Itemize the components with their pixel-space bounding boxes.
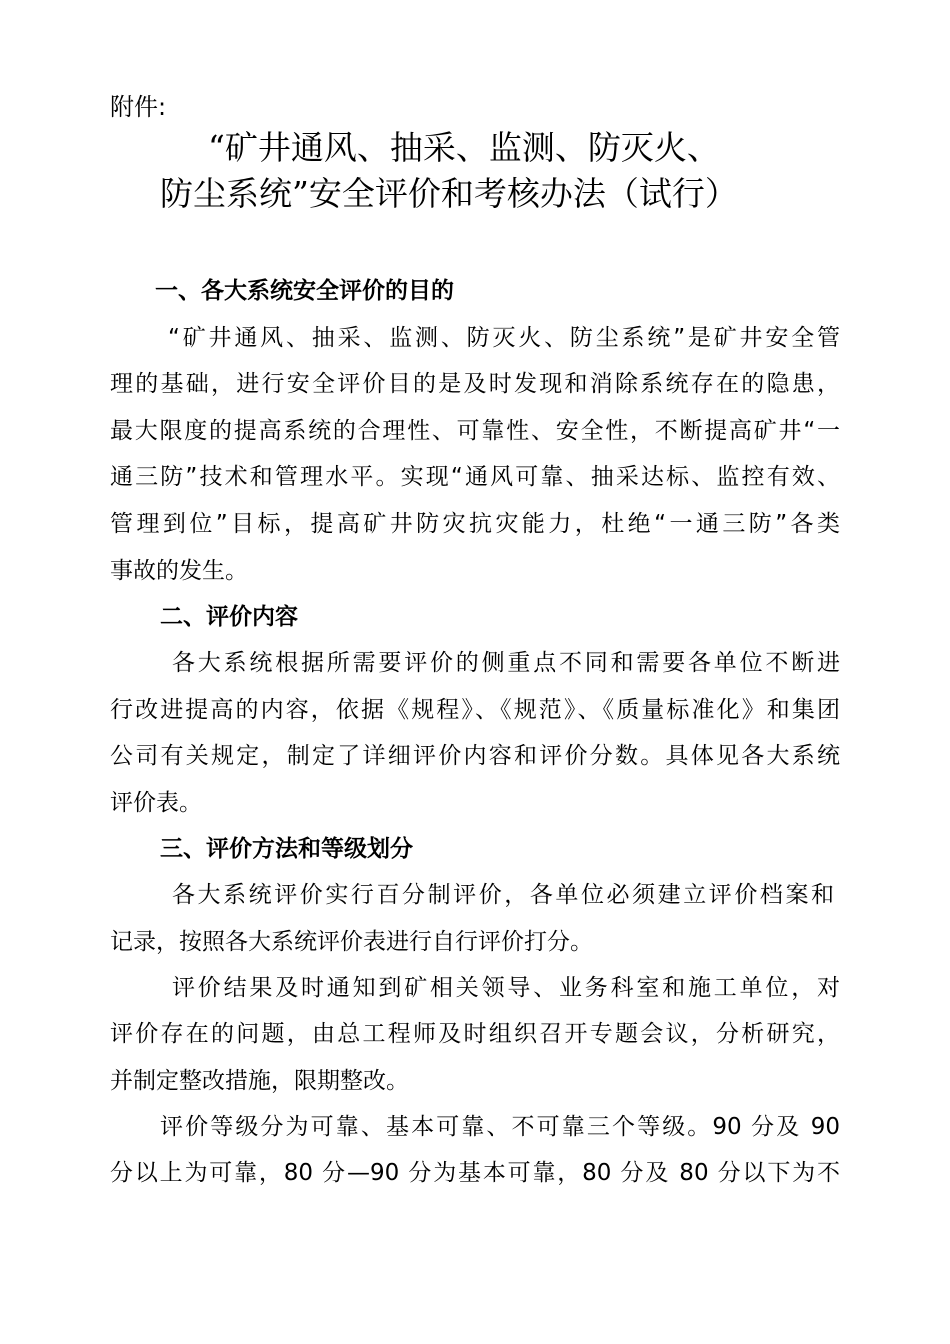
paragraph-line: 分以上为可靠，80 分—90 分为基本可靠，80 分及 80 分以下为不: [110, 1160, 840, 1186]
paragraph-line: 通三防”技术和管理水平。实现“通风可靠、抽采达标、监控有效、: [110, 464, 840, 490]
attachment-label: 附件:: [110, 93, 167, 121]
paragraph-line: 理的基础，进行安全评价目的是及时发现和消除系统存在的隐患，: [110, 371, 840, 397]
section-heading-content: 二、评价内容: [160, 604, 298, 630]
document-title-line-1: “矿井通风、抽采、监测、防灭火、: [208, 128, 720, 167]
document-title-line-2: 防尘系统”安全评价和考核办法（试行）: [160, 174, 738, 213]
paragraph-line: 事故的发生。: [110, 558, 248, 584]
paragraph-line: 各大系统评价实行百分制评价，各单位必须建立评价档案和: [172, 882, 834, 908]
paragraph-line: 最大限度的提高系统的合理性、可靠性、安全性，不断提高矿井“一: [110, 418, 840, 444]
paragraph-line: 评价结果及时通知到矿相关领导、业务科室和施工单位，对: [172, 975, 840, 1001]
paragraph-line: 公司有关规定，制定了详细评价内容和评价分数。具体见各大系统: [110, 743, 840, 769]
section-heading-method: 三、评价方法和等级划分: [160, 836, 413, 862]
paragraph-line: 评价存在的问题，由总工程师及时组织召开专题会议，分析研究，: [110, 1021, 840, 1047]
paragraph-line: 管理到位”目标，提高矿井防灾抗灾能力，杜绝“一通三防”各类: [110, 511, 840, 537]
paragraph-line: “矿井通风、抽采、监测、防灭火、防尘系统”是矿井安全管: [168, 325, 840, 351]
paragraph-line: 各大系统根据所需要评价的侧重点不同和需要各单位不断进: [172, 650, 840, 676]
paragraph-line: 并制定整改措施，限期整改。: [110, 1068, 409, 1094]
section-heading-purpose: 一、各大系统安全评价的目的: [155, 278, 454, 304]
paragraph-line: 记录，按照各大系统评价表进行自行评价打分。: [110, 929, 593, 955]
paragraph-line: 行改进提高的内容，依据《规程》、《规范》、《质量标准化》和集团: [110, 697, 840, 723]
paragraph-line: 评价等级分为可靠、基本可靠、不可靠三个等级。90 分及 90: [160, 1114, 840, 1140]
paragraph-line: 评价表。: [110, 790, 202, 816]
